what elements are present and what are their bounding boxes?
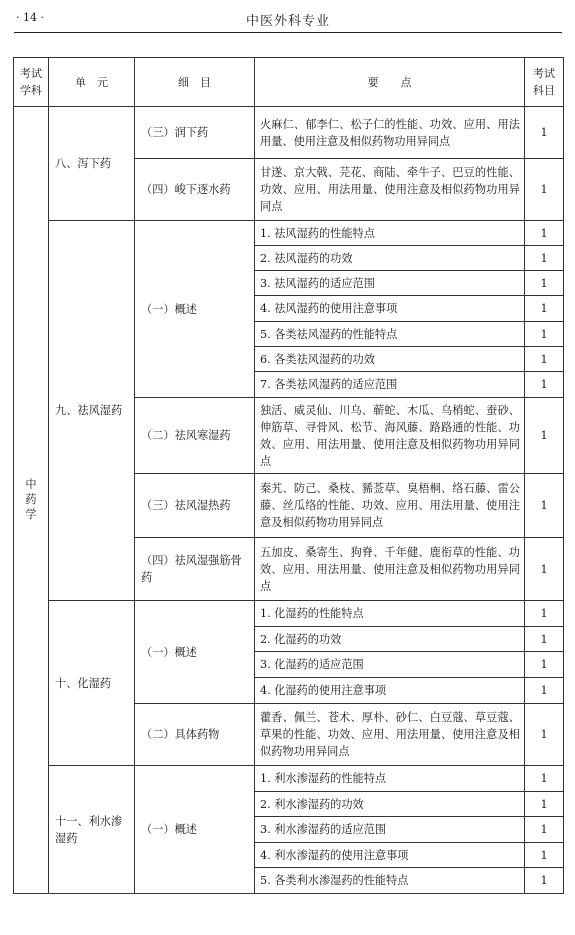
item-cell: （一）概述 xyxy=(135,601,255,704)
col-header-level: 考试科目 xyxy=(525,58,564,107)
syllabus-table xyxy=(13,57,564,894)
level-cell: 1 xyxy=(525,347,564,372)
unit-cell: 十一、利水渗湿药 xyxy=(49,766,135,894)
level-cell: 1 xyxy=(525,652,564,678)
level-cell: 1 xyxy=(525,296,564,322)
page-header xyxy=(14,8,562,33)
subject-cell xyxy=(14,107,49,894)
unit-cell: 十、化湿药 xyxy=(49,601,135,766)
point-cell: 甘遂、京大戟、芫花、商陆、牵牛子、巴豆的性能、功效、应用、用法用量、使用注意及相似药物功用异同点 xyxy=(255,159,525,221)
point-cell: 独活、威灵仙、川乌、蕲蛇、木瓜、乌梢蛇、蚕砂、伸筋草、寻骨风、松节、海风藤、路路通的性能、功效、应用、用法用量、使用注意及相似药物功用异同点 xyxy=(255,398,525,474)
col-header-point: 要 点 xyxy=(255,58,525,107)
point-cell: 1. 祛风湿药的性能特点 xyxy=(255,221,525,246)
item-cell: （四）峻下逐水药 xyxy=(135,159,255,221)
level-cell: 1 xyxy=(525,398,564,474)
point-cell: 秦艽、防己、桑枝、豨莶草、臭梧桐、络石藤、雷公藤、丝瓜络的性能、功效、应用、用法用量、使用注意及相似药物功用异同点 xyxy=(255,474,525,538)
page-title: 中医外科专业 xyxy=(245,14,330,29)
item-cell: （一）概述 xyxy=(135,221,255,398)
level-cell: 1 xyxy=(525,627,564,652)
col-header-item: 细 目 xyxy=(135,58,255,107)
point-cell: 1. 化湿药的性能特点 xyxy=(255,601,525,627)
unit-cell: 九、祛风湿药 xyxy=(49,221,135,601)
unit-cell: 八、泻下药 xyxy=(49,107,135,221)
point-cell: 3. 利水渗湿药的适应范围 xyxy=(255,817,525,843)
level-cell: 1 xyxy=(525,704,564,766)
table-row xyxy=(14,221,564,246)
level-cell: 1 xyxy=(525,817,564,843)
page-number: · 14 · xyxy=(16,11,44,24)
point-cell: 6. 各类祛风湿药的功效 xyxy=(255,347,525,372)
item-cell: （一）概述 xyxy=(135,766,255,894)
point-cell: 3. 化湿药的适应范围 xyxy=(255,652,525,678)
level-cell: 1 xyxy=(525,474,564,538)
level-cell: 1 xyxy=(525,246,564,271)
point-cell: 藿香、佩兰、苍术、厚朴、砂仁、白豆蔻、草豆蔻、草果的性能、功效、应用、用法用量、使用注意及相似药物功用异同点 xyxy=(255,704,525,766)
item-cell: （四）祛风湿强筋骨药 xyxy=(135,538,255,601)
table-row xyxy=(14,766,564,792)
level-cell: 1 xyxy=(525,322,564,347)
point-cell: 4. 祛风湿药的使用注意事项 xyxy=(255,296,525,322)
point-cell: 5. 各类利水渗湿药的性能特点 xyxy=(255,868,525,894)
level-cell: 1 xyxy=(525,766,564,792)
level-cell: 1 xyxy=(525,271,564,296)
level-cell: 1 xyxy=(525,843,564,868)
point-cell: 3. 祛风湿药的适应范围 xyxy=(255,271,525,296)
level-cell: 1 xyxy=(525,107,564,159)
point-cell: 4. 利水渗湿药的使用注意事项 xyxy=(255,843,525,868)
item-cell: （二）祛风寒湿药 xyxy=(135,398,255,474)
col-header-unit: 单 元 xyxy=(49,58,135,107)
level-cell: 1 xyxy=(525,601,564,627)
point-cell: 2. 祛风湿药的功效 xyxy=(255,246,525,271)
level-cell: 1 xyxy=(525,538,564,601)
point-cell: 4. 化湿药的使用注意事项 xyxy=(255,678,525,704)
point-cell: 2. 利水渗湿药的功效 xyxy=(255,792,525,817)
item-cell: （三）润下药 xyxy=(135,107,255,159)
level-cell: 1 xyxy=(525,792,564,817)
table-header-row xyxy=(14,58,564,107)
level-cell: 1 xyxy=(525,868,564,894)
item-cell: （三）祛风湿热药 xyxy=(135,474,255,538)
point-cell: 7. 各类祛风湿药的适应范围 xyxy=(255,372,525,398)
point-cell: 2. 化湿药的功效 xyxy=(255,627,525,652)
col-header-subject: 考试学科 xyxy=(14,58,49,107)
level-cell: 1 xyxy=(525,372,564,398)
level-cell: 1 xyxy=(525,221,564,246)
point-cell: 1. 利水渗湿药的性能特点 xyxy=(255,766,525,792)
table-row xyxy=(14,601,564,627)
item-cell: （二）具体药物 xyxy=(135,704,255,766)
level-cell: 1 xyxy=(525,159,564,221)
subject-label: 中药学 xyxy=(25,478,37,521)
point-cell: 火麻仁、郁李仁、松子仁的性能、功效、应用、用法用量、使用注意及相似药物功用异同点 xyxy=(255,107,525,159)
table-row xyxy=(14,107,564,159)
level-cell: 1 xyxy=(525,678,564,704)
point-cell: 5. 各类祛风湿药的性能特点 xyxy=(255,322,525,347)
point-cell: 五加皮、桑寄生、狗脊、千年健、鹿衔草的性能、功效、应用、用法用量、使用注意及相似药物功用异同点 xyxy=(255,538,525,601)
